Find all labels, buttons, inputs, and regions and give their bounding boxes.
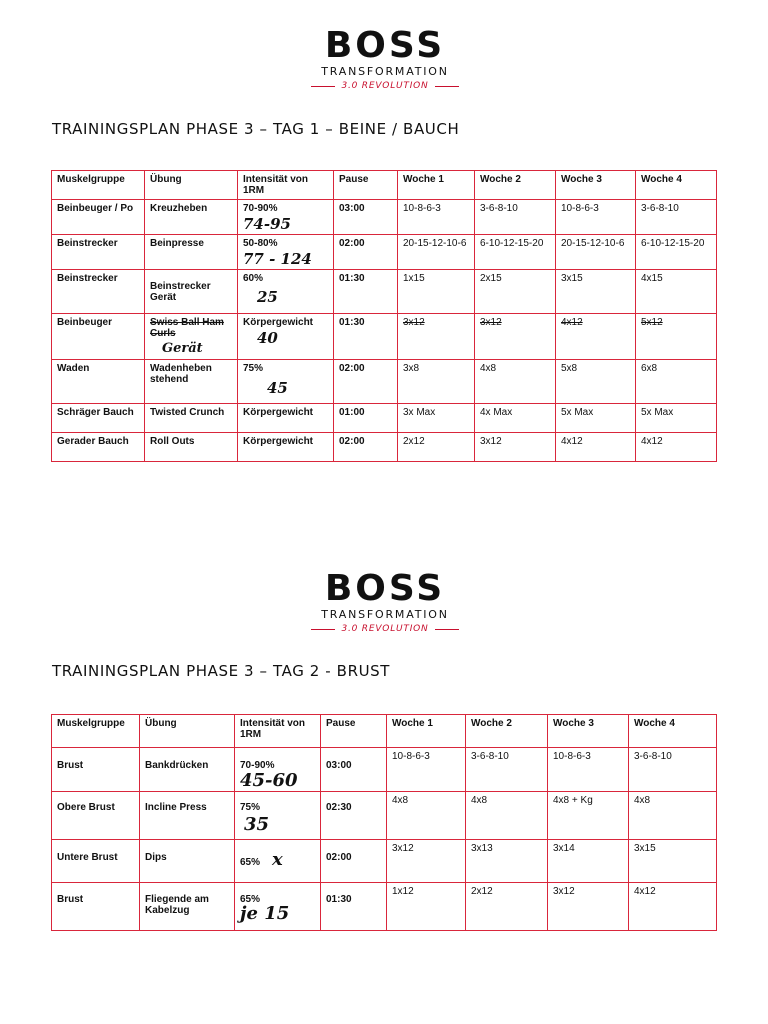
week-cell: 20-15-12-10-6: [398, 235, 475, 270]
pause-cell: 02:30: [321, 792, 387, 840]
intensity-value: 70-90%: [240, 760, 275, 771]
pause-cell: 02:00: [334, 433, 398, 462]
pause-cell: 01:30: [321, 883, 387, 931]
handwritten-note: 40: [257, 329, 278, 347]
week-cell: 5x8: [556, 360, 636, 404]
week-cell: 3-6-8-10: [475, 200, 556, 235]
week-cell: 10-8-6-3: [387, 748, 466, 792]
week-cell: 3x8: [398, 360, 475, 404]
exercise-cell: Dips: [140, 840, 235, 883]
header-cell: Woche 1: [398, 171, 475, 200]
table-row: [52, 235, 717, 270]
week-cell: 4x Max: [475, 404, 556, 433]
week-cell: 20-15-12-10-6: [556, 235, 636, 270]
exercise-cell: Kreuzheben: [145, 200, 238, 235]
pause-cell: 01:00: [334, 404, 398, 433]
table-row: [52, 200, 717, 235]
header-cell: Intensität von 1RM: [238, 171, 334, 200]
exercise-cell: [145, 270, 238, 314]
table-row: [52, 883, 717, 931]
intensity-value: 50-80%: [243, 238, 278, 249]
week-cell: 3-6-8-10: [636, 200, 717, 235]
intensity-cell: [238, 360, 334, 404]
table-row: [52, 433, 717, 462]
exercise-cell: Wadenheben stehend: [145, 360, 238, 404]
logo-line-right: [435, 629, 459, 630]
header-cell: Übung: [140, 715, 235, 748]
intensity-value: 70-90%: [243, 203, 278, 214]
week-cell: 4x8: [466, 792, 548, 840]
intensity-value: 65%: [240, 894, 261, 905]
pause-cell: 03:00: [321, 748, 387, 792]
header-cell: Woche 4: [636, 171, 717, 200]
exercise-cell: Bankdrücken: [140, 748, 235, 792]
header-cell: Pause: [321, 715, 387, 748]
pause-cell: 02:00: [321, 840, 387, 883]
week-cell: 6-10-12-15-20: [636, 235, 717, 270]
muscle-cell: Beinstrecker: [52, 270, 145, 314]
pause-cell: 02:00: [334, 235, 398, 270]
table-row: [52, 314, 717, 360]
logo-line-left: [311, 629, 335, 630]
exercise-cell: Incline Press: [140, 792, 235, 840]
week-cell: 10-8-6-3: [398, 200, 475, 235]
week-cell: 3x15: [629, 840, 717, 883]
week-cell: 5x12: [636, 314, 717, 360]
pause-cell: 03:00: [334, 200, 398, 235]
intensity-cell: [235, 883, 321, 931]
intensity-cell: [238, 270, 334, 314]
week-cell: 5x Max: [636, 404, 717, 433]
week-cell: 2x12: [398, 433, 475, 462]
header-cell: Woche 2: [466, 715, 548, 748]
day1-title: TRAININGSPLAN PHASE 3 – TAG 1 – BEINE / BAUCH: [52, 120, 460, 138]
handwritten-note: 77 - 124: [243, 250, 312, 268]
week-cell: 2x15: [475, 270, 556, 314]
logo-subtitle: TRANSFORMATION: [321, 65, 449, 78]
week-cell: 4x12: [556, 433, 636, 462]
handwritten-note: x: [272, 849, 283, 870]
intensity-cell: [235, 840, 321, 883]
table-header-row: [52, 715, 717, 748]
week-cell: 6x8: [636, 360, 717, 404]
muscle-cell: Beinbeuger: [52, 314, 145, 360]
handwritten-note: 45: [267, 379, 288, 397]
week-cell: 3x12: [475, 314, 556, 360]
intensity-value: 75%: [243, 363, 264, 374]
intensity-cell: [238, 235, 334, 270]
table-row: [52, 404, 717, 433]
header-cell: Woche 3: [548, 715, 629, 748]
logo-subtitle: TRANSFORMATION: [321, 608, 449, 621]
week-cell: 10-8-6-3: [556, 200, 636, 235]
day2-table: [51, 714, 717, 931]
intensity-value: 60%: [243, 273, 264, 284]
logo-revolution: [300, 624, 470, 634]
week-cell: 4x12: [629, 883, 717, 931]
header-cell: Muskelgruppe: [52, 715, 140, 748]
muscle-cell: Beinbeuger / Po: [52, 200, 145, 235]
header-cell: Woche 3: [556, 171, 636, 200]
intensity-cell: Körpergewicht: [238, 404, 334, 433]
logo-wordmark: BOSS: [324, 568, 446, 609]
week-cell: 3x12: [387, 840, 466, 883]
intensity-value: 65%: [240, 857, 261, 868]
week-cell: 3-6-8-10: [629, 748, 717, 792]
handwritten-note: 45-60: [240, 770, 298, 791]
table-row: [52, 840, 717, 883]
header-cell: Pause: [334, 171, 398, 200]
header-cell: Übung: [145, 171, 238, 200]
handwritten-note: je 15: [240, 903, 290, 924]
intensity-value: Körpergewicht: [243, 317, 314, 328]
week-cell: 4x8: [475, 360, 556, 404]
header-cell: Woche 4: [629, 715, 717, 748]
week-cell: 3x12: [475, 433, 556, 462]
week-cell: 3x12: [548, 883, 629, 931]
week-cell: 1x12: [387, 883, 466, 931]
week-cell: 4x12: [556, 314, 636, 360]
intensity-cell: [235, 748, 321, 792]
exercise-text: Swiss Ball Ham Curls: [150, 317, 224, 339]
intensity-cell: Körpergewicht: [238, 433, 334, 462]
table-row: [52, 792, 717, 840]
brand-logo: [300, 568, 470, 634]
table-row: [52, 748, 717, 792]
week-cell: 4x8 + Kg: [548, 792, 629, 840]
exercise-text: Beinstrecker Gerät: [150, 281, 211, 303]
day1-table: [51, 170, 717, 462]
handwritten-note: 74-95: [243, 215, 291, 233]
logo-wordmark: BOSS: [324, 25, 446, 66]
brand-logo: [300, 25, 470, 91]
intensity-cell: [238, 314, 334, 360]
week-cell: 4x12: [636, 433, 717, 462]
header-cell: Woche 1: [387, 715, 466, 748]
muscle-cell: Brust: [52, 748, 140, 792]
muscle-cell: Beinstrecker: [52, 235, 145, 270]
table-header-row: [52, 171, 717, 200]
intensity-cell: [235, 792, 321, 840]
muscle-cell: Schräger Bauch: [52, 404, 145, 433]
week-cell: 3x15: [556, 270, 636, 314]
logo-revolution-text: 3.0 REVOLUTION: [341, 624, 429, 634]
week-cell: 10-8-6-3: [548, 748, 629, 792]
table-row: [52, 360, 717, 404]
week-cell: 4x8: [387, 792, 466, 840]
handwritten-note: 25: [257, 288, 278, 306]
logo-revolution: [300, 81, 470, 91]
logo-line-right: [435, 86, 459, 87]
week-cell: 3x14: [548, 840, 629, 883]
intensity-cell: [238, 200, 334, 235]
exercise-cell: Beinpresse: [145, 235, 238, 270]
week-cell: 1x15: [398, 270, 475, 314]
handwritten-note: Gerät: [162, 341, 203, 356]
header-cell: Muskelgruppe: [52, 171, 145, 200]
intensity-value: 75%: [240, 802, 261, 813]
week-cell: 4x15: [636, 270, 717, 314]
pause-cell: 01:30: [334, 270, 398, 314]
muscle-cell: Waden: [52, 360, 145, 404]
week-cell: 3x12: [398, 314, 475, 360]
exercise-cell: Twisted Crunch: [145, 404, 238, 433]
pause-cell: 01:30: [334, 314, 398, 360]
pause-cell: 02:00: [334, 360, 398, 404]
week-cell: 4x8: [629, 792, 717, 840]
header-cell: Intensität von 1RM: [235, 715, 321, 748]
exercise-cell: Roll Outs: [145, 433, 238, 462]
muscle-cell: Obere Brust: [52, 792, 140, 840]
day2-title: TRAININGSPLAN PHASE 3 – TAG 2 - BRUST: [52, 662, 391, 680]
week-cell: 3x13: [466, 840, 548, 883]
exercise-cell: [145, 314, 238, 360]
header-cell: Woche 2: [475, 171, 556, 200]
logo-revolution-text: 3.0 REVOLUTION: [341, 81, 429, 91]
muscle-cell: Gerader Bauch: [52, 433, 145, 462]
week-cell: 3-6-8-10: [466, 748, 548, 792]
logo-line-left: [311, 86, 335, 87]
week-cell: 3x Max: [398, 404, 475, 433]
week-cell: 2x12: [466, 883, 548, 931]
exercise-cell: Fliegende am Kabelzug: [140, 883, 235, 931]
muscle-cell: Brust: [52, 883, 140, 931]
week-cell: 6-10-12-15-20: [475, 235, 556, 270]
muscle-cell: Untere Brust: [52, 840, 140, 883]
week-cell: 5x Max: [556, 404, 636, 433]
handwritten-note: 35: [244, 814, 270, 835]
table-row: [52, 270, 717, 314]
